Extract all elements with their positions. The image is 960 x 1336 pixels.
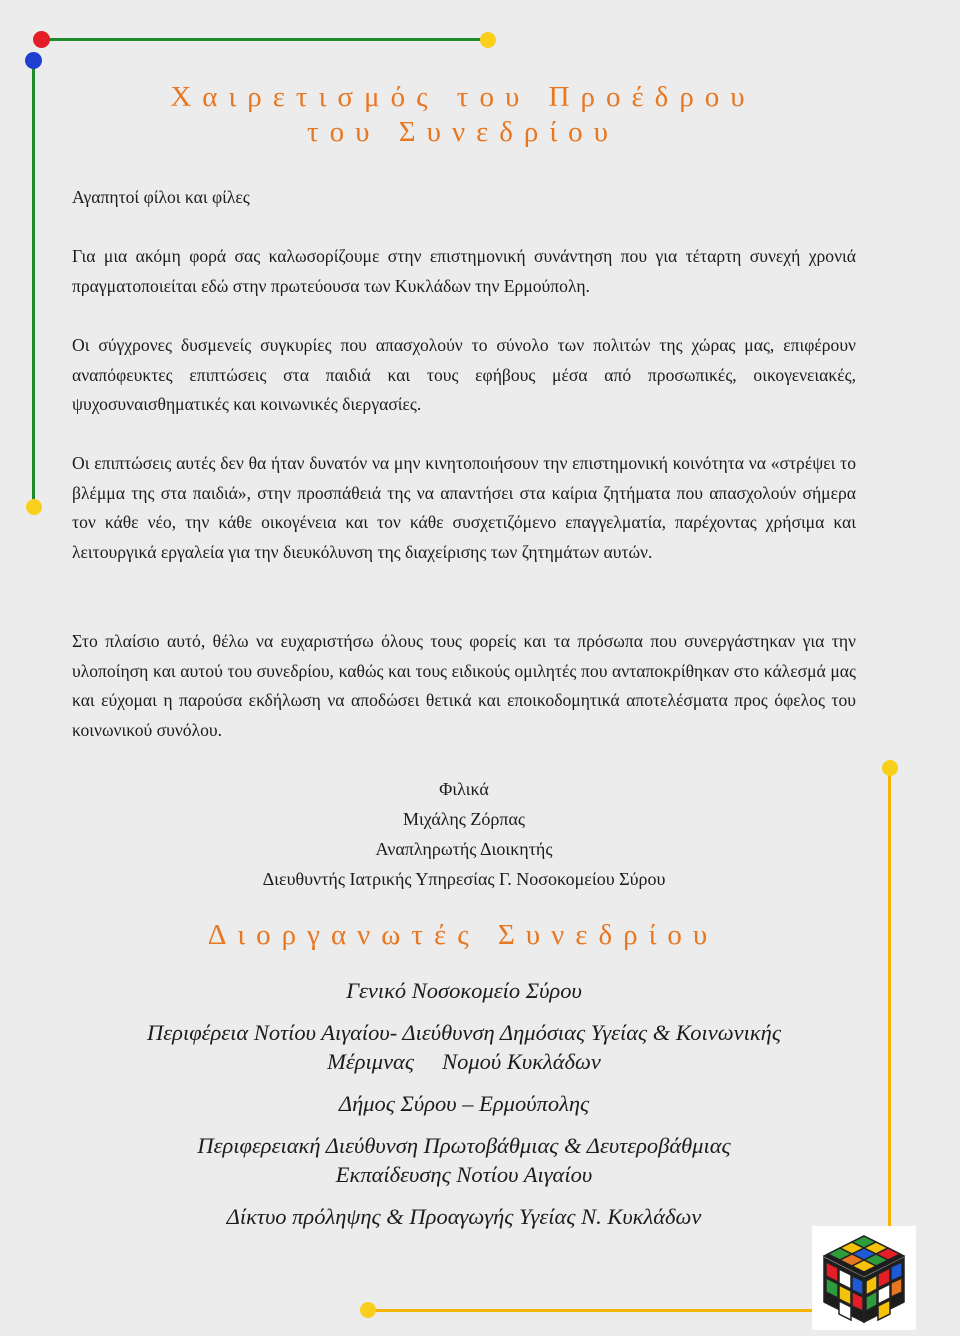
page-title [0, 80, 926, 150]
paragraph-4: Στο πλαίσιο αυτό, θέλω να ευχαριστήσω όλους τους φορείς και τα πρόσωπα που συνεργάστηκαν για την υλοποίηση και αυτού του συνεδρίου, καθώς και τους ειδικούς ομιλητές που ανταποκρίθηκαν στο κάλεσμά μας και εύχομαι η παρούσα εκδήλωση να αποδώσει θετικά και εποικοδομητικά αποτελέσματα προς όφελος του κοινωνικού συνόλου. [72, 631, 856, 740]
greeting: Αγαπητοί φίλοι και φίλες [72, 187, 250, 207]
organizers-heading: Διοργανωτές Συνεδρίου [207, 919, 719, 951]
organizer-item: Δήμος Σύρου – Ερμούπολης [338, 1091, 590, 1116]
red-dot-icon [33, 31, 50, 48]
signature-name: Μιχάλης Ζόρπας [402, 809, 526, 829]
yellow-dot-icon [480, 32, 496, 48]
rubiks-cube-icon [812, 1226, 916, 1330]
signature-closing: Φιλικά [439, 779, 489, 799]
signature-position: Διευθυντής Ιατρικής Υπηρεσίας Γ. Νοσοκομείου Σύρου [262, 869, 666, 889]
title-line-1: Χαιρετισμός του Προέδρου [170, 81, 756, 113]
organizer-item: Γενικό Νοσοκομείο Σύρου [346, 978, 582, 1003]
paragraph-3: Οι επιπτώσεις αυτές δεν θα ήταν δυνατόν να μην κινητοποιήσουν την επιστημονική κοινότητα να «στρέψει το βλέμμα της στα παιδιά», στην προσπάθειά της να απαντήσει στα καίρια ζητήματα που απασχολούν σήμερα τον κάθε νέο, την κάθε οικογένεια και τον κάθε συσχετιζόμενο επαγγελματία, παρέχοντας χρήσιμα και λειτουργικά εργαλεία για την διευκόλυνση της διαχείρισης των ζητημάτων αυτών. [72, 453, 856, 562]
organizer-item: Δίκτυο πρόληψης & Προαγωγής Υγείας Ν. Κυκλάδων [226, 1204, 702, 1229]
organizer-item: Περιφέρεια Νοτίου Αιγαίου- Διεύθυνση Δημόσιας Υγείας & Κοινωνικής [147, 1020, 781, 1045]
title-line-2: του Συνεδρίου [306, 116, 620, 148]
yellow-dot-icon [26, 499, 42, 515]
organizer-item: Εκπαίδευσης Νοτίου Αιγαίου [335, 1162, 593, 1187]
paragraph-2: Οι σύγχρονες δυσμενείς συγκυρίες που απασχολούν το σύνολο των πολιτών της χώρας μας, επιφέρουν αναπόφευκτες επιπτώσεις στα παιδιά και τους εφήβους μέσα από προσωπικές, οικογενειακές, ψυχοσυναισθηματικές και κοινωνικές διεργασίες. [72, 335, 856, 414]
organizer-item: Μέριμνας Νομού Κυκλάδων [327, 1049, 601, 1074]
yellow-dot-icon [360, 1302, 376, 1318]
frame-top-green-line [42, 38, 488, 41]
signature-role: Αναπληρωτής Διοικητής [375, 839, 553, 859]
organizer-item: Περιφερειακή Διεύθυνση Πρωτοβάθμιας & Δευτεροβάθμιας [197, 1133, 731, 1158]
blue-dot-icon [25, 52, 42, 69]
paragraph-1: Για μια ακόμη φορά σας καλωσορίζουμε στην επιστημονική συνάντηση που για τέταρτη συνεχή χρονιά πραγματοποιείται εδώ στην πρωτεύουσα των Κυκλάδων την Ερμούπολη. [72, 246, 856, 296]
